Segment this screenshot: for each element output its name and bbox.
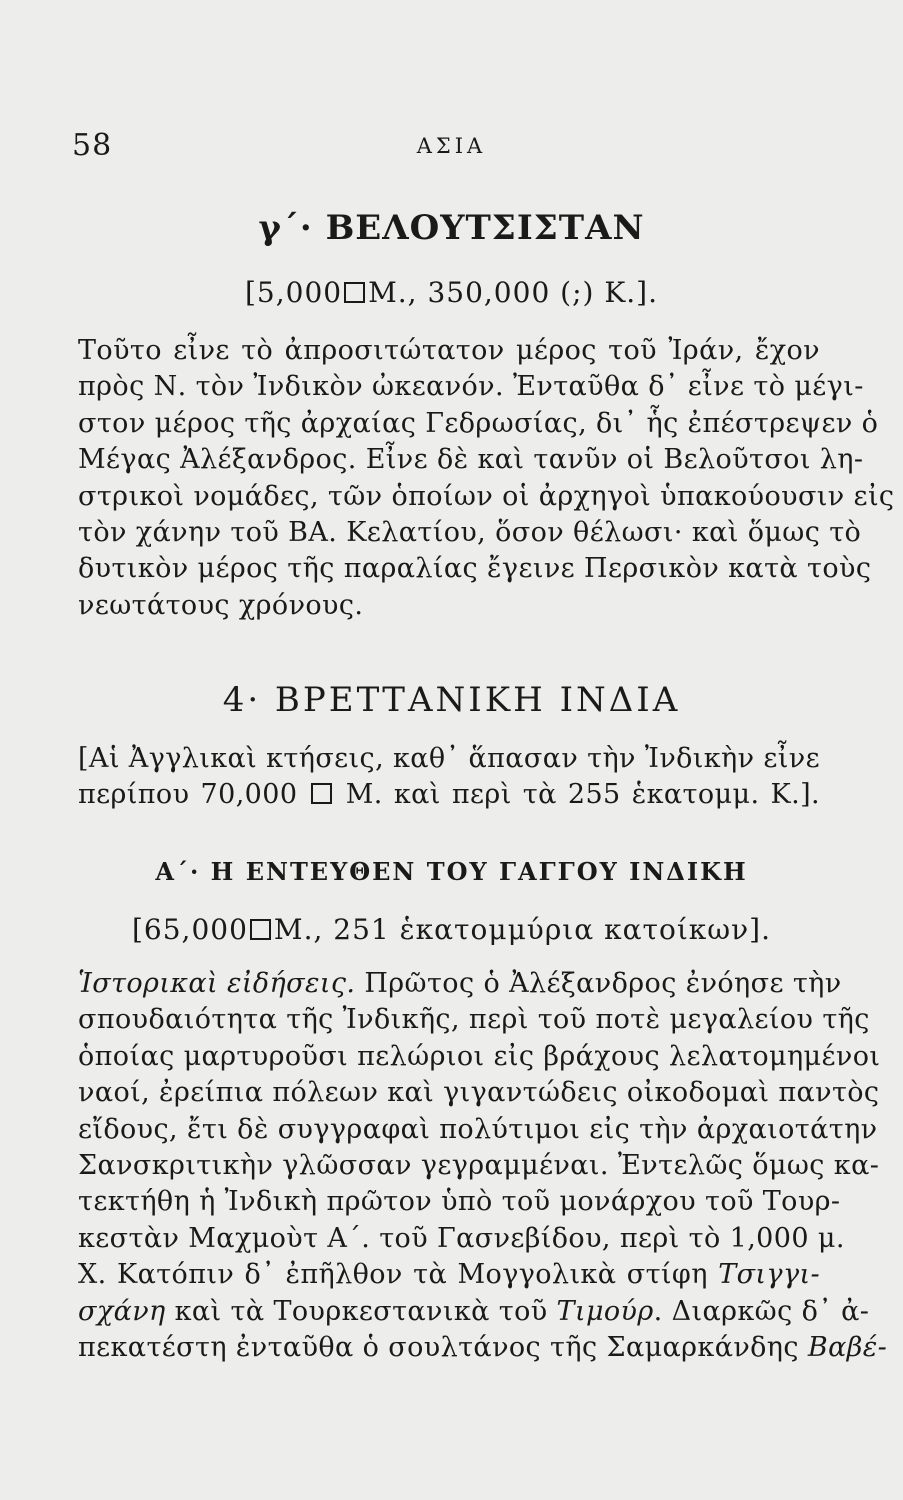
subsection-heading-india-this-side-ganges: Α΄· Η ΕΝΤΕΥΘΕΝ ΤΟΥ ΓΑΓΓΟΥ ΙΝΔΙΚΗ	[155, 857, 748, 886]
text-line: πεκατέστη ἐνταῦθα ὁ σουλτάνος τῆς Σαμαρκάνδης Βαβέ-	[78, 1332, 888, 1364]
text-line: Τοῦτο εἶνε τὸ ἀπροσιτώτατον μέρος τοῦ Ἰράν, ἔχον	[78, 335, 820, 366]
lead-in-italic: Ἱστορικαὶ εἰδήσεις.	[78, 968, 356, 999]
stats-population: Μ., 251 ἑκατομμύρια κατοίκων].	[273, 913, 771, 946]
paragraph-historical-notes	[78, 966, 888, 1366]
italic-name: Τιμούρ	[556, 1295, 654, 1327]
text-line	[78, 777, 820, 813]
text-line: Σανσκριτικὴν γλῶσσαν γεγραμμέναι. Ἐντελῶς ὅμως κα-	[78, 1150, 880, 1182]
square-symbol-icon	[250, 919, 271, 940]
text-line: πρὸς Ν. τὸν Ἰνδικὸν ὠκεανόν. Ἐνταῦθα δ᾿ εἶνε τὸ μέγι-	[78, 371, 864, 403]
area-population-stats	[0, 276, 903, 309]
population-figure: Μ. καὶ περὶ τὰ 255 ἑκατομμ. Κ.].	[345, 779, 821, 811]
text-line: Χ. Κατόπιν δ᾿ ἐπῆλθον τὰ Μογγολικὰ στίφη Τσιγγι-	[78, 1259, 820, 1291]
text-line: νεωτάτους χρόνους.	[78, 589, 364, 621]
italic-name: Τσιγγι-	[718, 1259, 820, 1291]
text-line: Ἱστορικαὶ εἰδήσεις. Πρῶτος ὁ Ἀλέξανδρος ἐνόησε τὴν	[78, 968, 842, 999]
section-heading-beloutsistan: γ΄· ΒΕΛΟΥΤΣΙΣΤΑΝ	[258, 208, 645, 248]
text-line: τεκτήθη ἡ Ἰνδικὴ πρῶτον ὑπὸ τοῦ μονάρχου τοῦ Τουρ-	[78, 1186, 841, 1218]
text-line: τὸν χάνην τοῦ ΒΑ. Κελατίου, ὅσον θέλωσι· καὶ ὅμως τὸ	[78, 517, 862, 549]
paragraph-british-possessions	[78, 741, 820, 814]
text-line: στον μέρος τῆς ἀρχαίας Γεδρωσίας, δι᾿ ἧς ἐπέστρεψεν ὁ	[78, 407, 879, 439]
section-heading-british-india: 4· ΒΡΕΤΤΑΝΙΚΗ ΙΝΔΙΑ	[222, 680, 681, 720]
text-line: σχάνη καὶ τὰ Τουρκεστανικὰ τοῦ Τιμούρ. Διαρκῶς δ᾿ ἀ-	[78, 1295, 870, 1327]
paragraph-beloutsistan	[78, 333, 895, 624]
page-number: 58	[72, 128, 113, 163]
square-symbol-icon	[344, 282, 365, 303]
text-line: [Αἱ Ἀγγλικαὶ κτήσεις, καθ᾿ ἅπασαν τὴν Ἰνδικὴν εἶνε	[78, 743, 820, 774]
stats-population: Μ., 350,000 (;) Κ.].	[368, 276, 658, 309]
text-line: σπουδαιότητα τῆς Ἰνδικῆς, περὶ τοῦ ποτὲ μεγαλείου τῆς	[78, 1004, 870, 1036]
italic-name: σχάνη	[78, 1295, 166, 1327]
stats-area: [65,000	[132, 913, 248, 946]
square-symbol-icon	[311, 783, 332, 804]
text-line: εἴδους, ἔτι δὲ συγγραφαὶ πολύτιμοι εἰς τὴν ἀρχαιοτάτην	[78, 1113, 878, 1145]
text-line: στρικοὶ νομάδες, τῶν ὁποίων οἱ ἀρχηγοὶ ὑπακούουσιν εἰς	[78, 480, 895, 512]
text-line: Μέγας Ἀλέξανδρος. Εἶνε δὲ καὶ τανῦν οἱ Βελοῦτσοι λη-	[78, 444, 864, 476]
stats-area: [5,000	[245, 276, 343, 309]
italic-name: Βαβέ-	[807, 1332, 888, 1364]
text-line: κεστὰν Μαχμοὺτ Α΄. τοῦ Γασνεβίδου, περὶ τὸ 1,000 μ.	[78, 1222, 845, 1254]
running-title: ΑΣΙΑ	[416, 134, 487, 158]
text-line: ναοί, ἐρείπια πόλεων καὶ γιγαντώδεις οἰκοδομαὶ παντὸς	[78, 1077, 880, 1109]
text-line: ὁποίας μαρτυροῦσι πελώριοι εἰς βράχους λελατομημένοι	[78, 1040, 881, 1072]
text-line: δυτικὸν μέρος τῆς παραλίας ἔγεινε Περσικὸν κατὰ τοὺς	[78, 553, 872, 585]
area-figure: περίπου 70,000	[78, 779, 298, 811]
area-population-stats	[0, 913, 903, 946]
